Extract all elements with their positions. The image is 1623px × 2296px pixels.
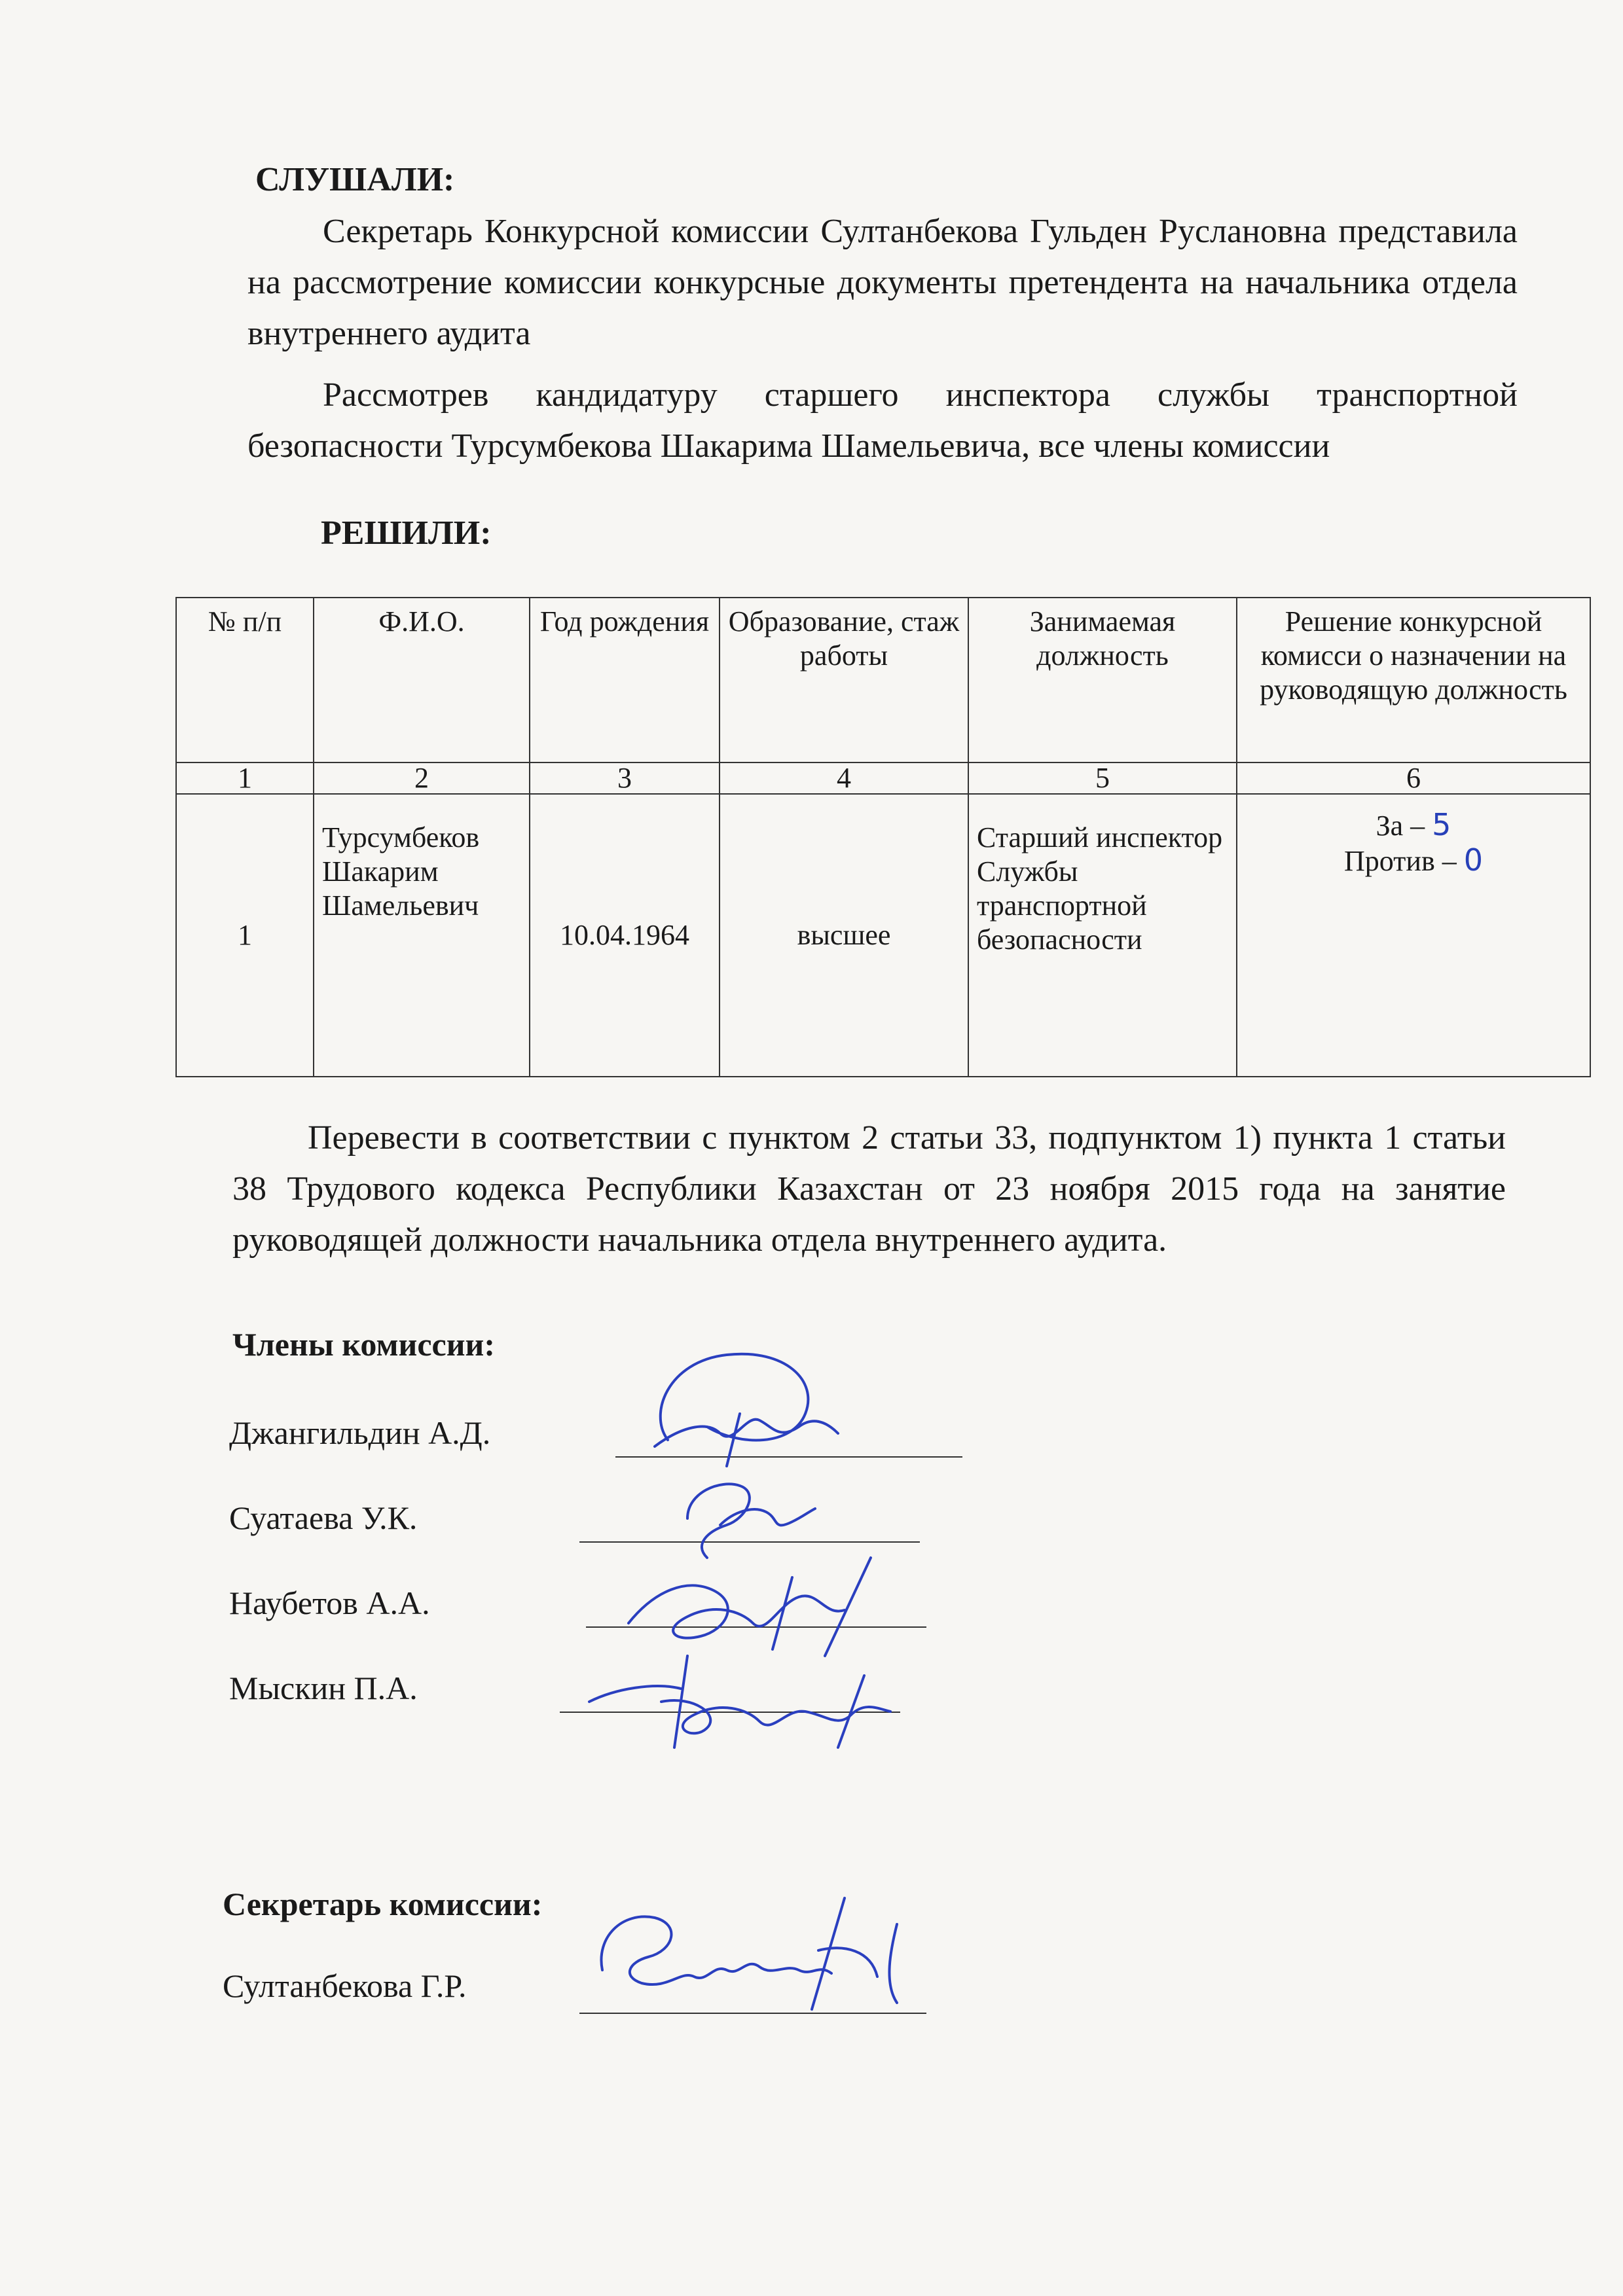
cell-number: 1: [176, 794, 314, 1077]
column-number-4: 4: [720, 762, 968, 794]
header-full-name: Ф.И.О.: [314, 598, 530, 762]
cell-position: Старший инспектор Службы транспортной безопасности: [968, 794, 1237, 1077]
column-number-3: 3: [530, 762, 720, 794]
vote-for-label: За –: [1376, 810, 1425, 842]
secretary-title: Секретарь комиссии:: [223, 1886, 543, 1922]
cell-vote: [1237, 794, 1590, 1077]
member-name-2: Суатаева У.К.: [229, 1499, 418, 1536]
table-column-numbers-row: [176, 762, 1590, 794]
members-title: Члены комиссии:: [232, 1326, 496, 1363]
vote-for: [1245, 808, 1582, 843]
vote-against-label: Против –: [1343, 845, 1457, 877]
header-birth-year: Год рождения: [530, 598, 720, 762]
member-name-4: Мыскин П.А.: [229, 1670, 418, 1706]
signature-4: [563, 1636, 903, 1767]
table-row: [176, 794, 1590, 1077]
column-number-5: 5: [968, 762, 1237, 794]
table-header-row: [176, 598, 1590, 762]
vote-against: [1245, 843, 1582, 878]
cell-education: высшее: [720, 794, 968, 1077]
cell-birth-date: 10.04.1964: [530, 794, 720, 1077]
column-number-6: 6: [1237, 762, 1590, 794]
cell-full-name: Турсумбеков Шакарим Шамельевич: [314, 794, 530, 1077]
paragraph-transfer-decision: Перевести в соответствии с пунктом 2 статьи 33, подпунктом 1) пункта 1 статьи 38 Трудового кодекса Республики Казахстан от 23 ноября 2015 года на занятие руководящей должности начальника отдела внутреннего аудита.: [232, 1119, 1506, 1259]
column-number-1: 1: [176, 762, 314, 794]
secretary-signature: [570, 1885, 936, 2036]
secretary-name: Султанбекова Г.Р.: [223, 1967, 467, 2004]
member-name-1: Джангильдин А.Д.: [229, 1414, 491, 1451]
member-name-3: Наубетов А.А.: [229, 1585, 430, 1621]
heading-decided: РЕШИЛИ:: [321, 514, 492, 552]
paragraph-secretary-presented: Секретарь Конкурсной комиссии Султанбекова Гульден Руслановна представила на рассмотрение комиссии конкурсные документы претендента на начальника отдела внутреннего аудита: [247, 213, 1518, 352]
header-commission-decision: Решение конкурсной комисси о назначении на руководящую должность: [1237, 598, 1590, 762]
heading-heard: СЛУШАЛИ:: [255, 161, 455, 198]
header-position: Занимаемая должность: [968, 598, 1237, 762]
paragraph-considering-candidate: Рассмотрев кандидатуру старшего инспектора службы транспортной безопасности Турсумбекова Шакарима Шамельевича, все члены комиссии: [247, 376, 1518, 465]
vote-for-value: 5: [1432, 807, 1451, 842]
header-education: Образование, стаж работы: [720, 598, 968, 762]
decision-table: [175, 597, 1590, 1077]
column-number-2: 2: [314, 762, 530, 794]
vote-against-value: 0: [1463, 842, 1484, 878]
header-number: № п/п: [176, 598, 314, 762]
